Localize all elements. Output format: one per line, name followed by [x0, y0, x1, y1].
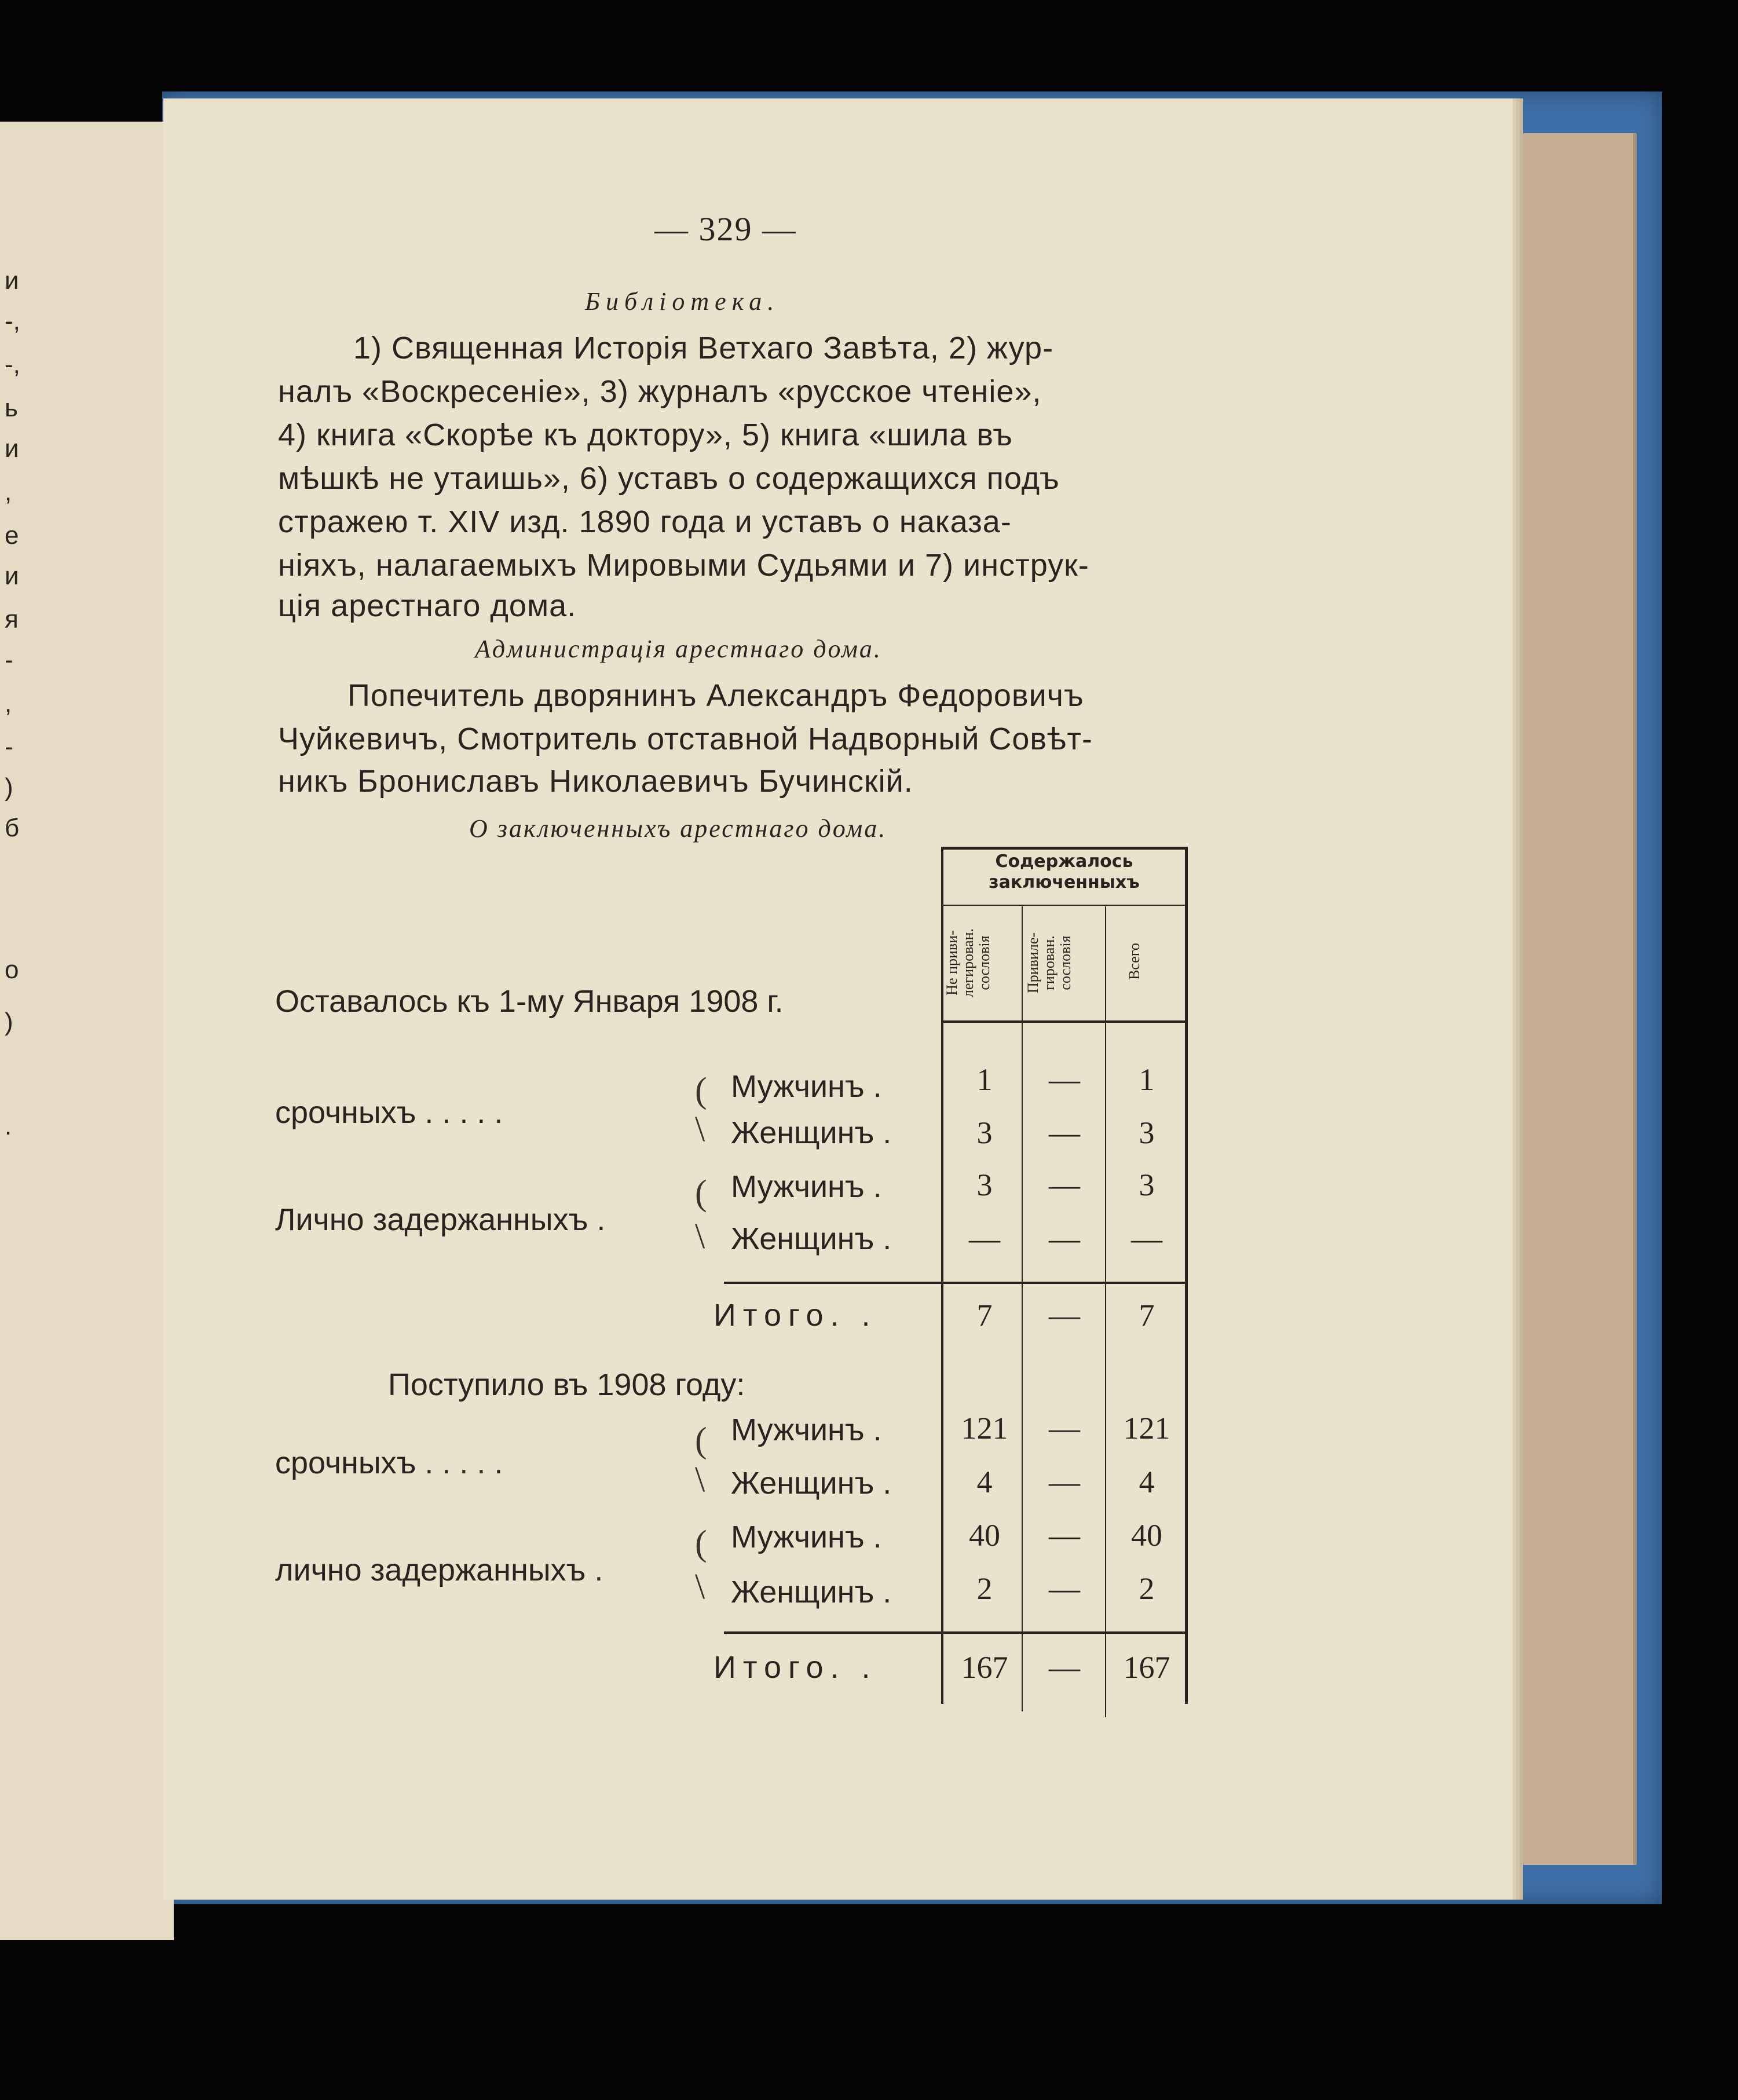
row-label-men: Мужчинъ . — [731, 1169, 882, 1204]
paragraph-line: ція арестнаго дома. — [278, 588, 577, 623]
text-fragment: - — [5, 733, 13, 761]
subtotal-label: Итого. . — [714, 1298, 877, 1333]
received-label: Поступило въ 1908 году: — [388, 1367, 745, 1402]
row-label-women: Женщинъ . — [731, 1221, 892, 1256]
left-page-fragment — [0, 122, 174, 1940]
column-header-nonprivileged — [944, 909, 993, 1016]
table-cell: — — [1049, 1115, 1080, 1150]
row-label-women: Женщинъ . — [731, 1466, 892, 1501]
table-cell: — — [1049, 1518, 1080, 1553]
column-header-line: Привиле- — [1024, 932, 1041, 994]
text-fragment: и — [5, 266, 19, 295]
table-cell: 167 — [1123, 1650, 1170, 1685]
paragraph-line: мѣшкѣ не утаишь», 6) уставъ о содержащихся подъ — [278, 461, 1060, 496]
table-cell: — — [1049, 1571, 1080, 1606]
brace-bottom: \ — [695, 1567, 705, 1607]
total-label: Итого. . — [714, 1650, 877, 1685]
column-header-privileged — [1025, 909, 1074, 1016]
table-cell: — — [1049, 1168, 1080, 1202]
library-heading: Библіотека. — [585, 287, 780, 316]
brace-bottom: \ — [695, 1110, 705, 1149]
table-cell: — — [1049, 1650, 1080, 1685]
column-header-line: сословія — [1057, 935, 1074, 990]
table-title — [944, 851, 1184, 893]
text-fragment: е — [5, 521, 19, 550]
paragraph-line: стражею т. XIV изд. 1890 года и уставъ о наказа- — [278, 504, 1012, 539]
remaining-label: Оставалось къ 1-му Января 1908 г. — [275, 984, 784, 1019]
table-cell: 40 — [1131, 1518, 1162, 1553]
group-label: лично задержанныхъ . — [275, 1553, 603, 1587]
table-cell: 3 — [976, 1168, 993, 1202]
text-fragment: - — [5, 646, 13, 674]
text-fragment: б — [5, 814, 20, 842]
table-top-rule — [941, 847, 1187, 850]
row-label-men: Мужчинъ . — [731, 1413, 882, 1447]
column-header-line: легирован. — [960, 928, 976, 997]
table-cell: 4 — [1139, 1465, 1155, 1499]
text-fragment: , — [5, 689, 12, 718]
total-rule — [724, 1631, 1187, 1634]
table-cell: 3 — [1139, 1168, 1155, 1202]
brace-top: ( — [695, 1421, 707, 1460]
column-header-line: Всего — [1126, 943, 1143, 980]
table-header-rule — [941, 1020, 1187, 1023]
text-fragment: и — [5, 562, 19, 590]
table-cell: 167 — [961, 1650, 1008, 1685]
row-label-men: Мужчинъ . — [731, 1069, 882, 1104]
row-label-women: Женщинъ . — [731, 1575, 892, 1609]
table-cell: 40 — [969, 1518, 1000, 1553]
table-cell: — — [1049, 1411, 1080, 1446]
row-label-men: Мужчинъ . — [731, 1520, 882, 1554]
text-fragment: , — [5, 478, 12, 506]
brace-top: ( — [695, 1173, 707, 1213]
table-cell: 121 — [1123, 1411, 1170, 1446]
group-label: срочныхъ . . . . . — [275, 1095, 503, 1130]
table-cell: 2 — [976, 1571, 993, 1606]
text-fragment: ) — [5, 1008, 13, 1036]
administration-heading: Администрація арестнаго дома. — [475, 635, 882, 663]
table-title-line: заключенныхъ — [989, 872, 1140, 892]
table-cell: 4 — [976, 1465, 993, 1499]
table-cell: 3 — [1139, 1115, 1155, 1150]
table-title-line: Содержалось — [995, 851, 1133, 872]
text-fragment: ь — [5, 394, 18, 422]
paragraph-line: Чуйкевичъ, Смотритель отставной Надворный Совѣт- — [278, 722, 1093, 756]
column-header-total — [1126, 915, 1143, 1008]
brace-bottom: \ — [695, 1217, 705, 1256]
table-title-rule — [941, 905, 1187, 906]
table-cell: 2 — [1139, 1571, 1155, 1606]
table-cell: — — [969, 1221, 1000, 1256]
group-label: Лично задержанныхъ . — [275, 1202, 606, 1237]
table-cell: 1 — [1139, 1062, 1155, 1097]
table-cell: 3 — [976, 1115, 993, 1150]
prisoners-heading: О заключенныхъ арестнаго дома. — [469, 814, 887, 843]
table-cell: 1 — [976, 1062, 993, 1097]
text-fragment: ) — [5, 773, 13, 802]
text-fragment: -, — [5, 307, 20, 335]
table-cell: — — [1049, 1465, 1080, 1499]
brace-top: ( — [695, 1524, 707, 1563]
table-cell: — — [1049, 1062, 1080, 1097]
text-fragment: . — [5, 1112, 12, 1140]
text-fragment: о — [5, 956, 19, 984]
column-header-line: гирован. — [1041, 935, 1058, 990]
page-number: — 329 — — [654, 210, 797, 248]
table-cell: — — [1131, 1221, 1162, 1256]
text-fragment: и — [5, 434, 19, 463]
column-header-line: сословія — [976, 935, 993, 990]
paragraph-line: налъ «Воскресеніе», 3) журналъ «русское чтеніе», — [278, 374, 1042, 409]
group-label: срочныхъ . . . . . — [275, 1446, 503, 1480]
column-header-line: Не приви- — [943, 930, 960, 996]
paragraph-line: ніяхъ, налагаемыхъ Мировыми Судьями и 7) инструк- — [278, 548, 1089, 583]
paragraph-line: никъ Брониславъ Николаевичъ Бучинскій. — [278, 764, 913, 799]
subtotal-rule — [724, 1282, 1187, 1284]
paragraph-line: Попечитель дворянинъ Александръ Федоровичъ — [347, 678, 1084, 713]
table-cell: 7 — [976, 1298, 993, 1333]
paragraph-line: 4) книга «Скорѣе къ доктору», 5) книга «шила въ — [278, 418, 1013, 452]
text-fragment: -, — [5, 350, 20, 379]
table-cell: — — [1049, 1221, 1080, 1256]
paragraph-line: 1) Священная Исторія Ветхаго Завѣта, 2) жур- — [353, 331, 1054, 365]
brace-bottom: \ — [695, 1460, 705, 1499]
table-cell: 121 — [961, 1411, 1008, 1446]
row-label-women: Женщинъ . — [731, 1115, 892, 1150]
table-cell: 7 — [1139, 1298, 1155, 1333]
brace-top: ( — [695, 1071, 707, 1110]
text-fragment: я — [5, 605, 19, 634]
table-cell: — — [1049, 1298, 1080, 1333]
